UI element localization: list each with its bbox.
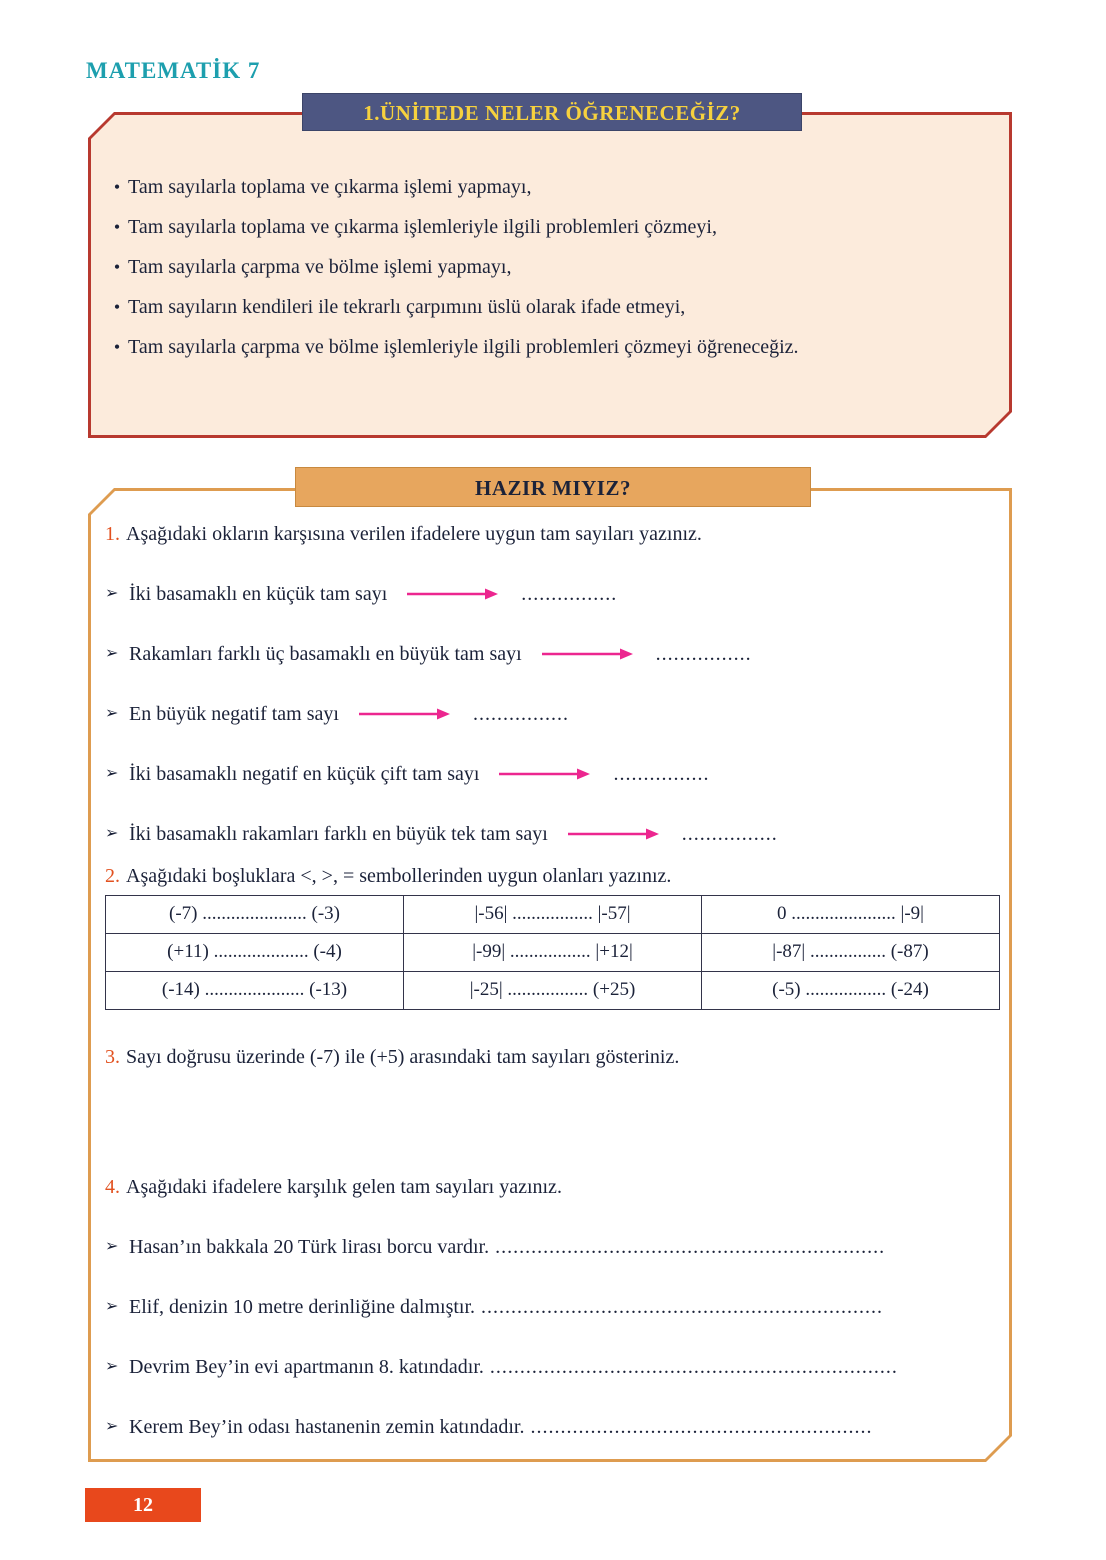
objective-item bbox=[106, 294, 982, 320]
q4-item-label: Elif, denizin 10 metre derinliğine dalmıştır. bbox=[129, 1296, 476, 1318]
bullet-icon: • bbox=[113, 297, 121, 317]
bullet-icon: • bbox=[113, 337, 121, 357]
question-1-text: Aşağıdaki okların karşısına verilen ifadelere uygun tam sayıları yazınız. bbox=[126, 523, 702, 545]
arrow-bullet-icon: ➢ bbox=[105, 764, 119, 782]
q1-item-label: En büyük negatif tam sayı bbox=[129, 703, 339, 725]
bullet-icon: • bbox=[113, 257, 121, 277]
answer-blank[interactable]: ................ bbox=[613, 763, 710, 785]
arrow-bullet-icon: ➢ bbox=[105, 644, 119, 662]
table-cell[interactable]: |-25| ................. (+25) bbox=[404, 972, 702, 1010]
question-3-number: 3. bbox=[105, 1046, 120, 1068]
arrow-bullet-icon: ➢ bbox=[105, 1297, 119, 1315]
q1-item-label: Rakamları farklı üç basamaklı en büyük tam sayı bbox=[129, 643, 522, 665]
objective-item bbox=[106, 254, 982, 280]
objective-text: Tam sayılarla toplama ve çıkarma işlemleriyle ilgili problemleri çözmeyi, bbox=[128, 216, 717, 238]
unit-title-banner: 1.ÜNİTEDE NELER ÖĞRENECEĞİZ? bbox=[302, 93, 802, 131]
answer-blank[interactable]: ......................................................... bbox=[530, 1416, 873, 1438]
objective-text: Tam sayılarla toplama ve çıkarma işlemi yapmayı, bbox=[128, 176, 532, 198]
page-title: MATEMATİK 7 bbox=[86, 58, 261, 83]
question-1 bbox=[105, 521, 1000, 547]
arrow-bullet-icon: ➢ bbox=[105, 1357, 119, 1375]
question-2-text: Aşağıdaki boşluklara <, >, = sembollerinden uygun olanları yazınız. bbox=[126, 865, 672, 887]
q4-item-label: Hasan’ın bakkala 20 Türk lirası borcu vardır. bbox=[129, 1236, 490, 1258]
q4-item-row bbox=[105, 1294, 1000, 1320]
question-3-text: Sayı doğrusu üzerinde (-7) ile (+5) arasındaki tam sayıları gösteriniz. bbox=[126, 1046, 680, 1068]
q1-item-row bbox=[105, 821, 1000, 847]
q1-item-row bbox=[105, 761, 1000, 787]
q4-item-row bbox=[105, 1234, 1000, 1260]
table-row bbox=[106, 896, 1000, 934]
pink-arrow-icon bbox=[499, 767, 591, 781]
answer-blank[interactable]: ................................................................. bbox=[495, 1236, 886, 1258]
comparison-table bbox=[105, 895, 1000, 1010]
objective-item bbox=[106, 214, 982, 240]
objective-item bbox=[106, 334, 982, 360]
q4-item-label: Kerem Bey’in odası hastanenin zemin katındadır. bbox=[129, 1416, 525, 1438]
pink-arrow-icon bbox=[407, 587, 499, 601]
question-1-number: 1. bbox=[105, 523, 120, 545]
table-cell[interactable]: 0 ...................... |-9| bbox=[702, 896, 1000, 934]
arrow-bullet-icon: ➢ bbox=[105, 704, 119, 722]
question-2 bbox=[105, 863, 1000, 889]
objective-text: Tam sayılarla çarpma ve bölme işlemi yapmayı, bbox=[128, 256, 512, 278]
answer-blank[interactable]: ................ bbox=[655, 643, 752, 665]
ready-title-banner: HAZIR MIYIZ? bbox=[295, 467, 811, 507]
arrow-bullet-icon: ➢ bbox=[105, 1417, 119, 1435]
answer-blank[interactable]: ................ bbox=[681, 823, 778, 845]
arrow-bullet-icon: ➢ bbox=[105, 584, 119, 602]
pink-arrow-icon bbox=[542, 647, 634, 661]
q4-item-row bbox=[105, 1354, 1000, 1380]
answer-blank[interactable]: ................ bbox=[472, 703, 569, 725]
question-4-number: 4. bbox=[105, 1176, 120, 1198]
answer-blank[interactable]: ................................................................... bbox=[481, 1296, 884, 1318]
pink-arrow-icon bbox=[359, 707, 451, 721]
bullet-icon: • bbox=[113, 177, 121, 197]
unit-objectives-list bbox=[88, 112, 1012, 438]
table-row bbox=[106, 934, 1000, 972]
arrow-bullet-icon: ➢ bbox=[105, 1237, 119, 1255]
objective-text: Tam sayılarla çarpma ve bölme işlemleriyle ilgili problemleri çözmeyi öğreneceğiz. bbox=[128, 336, 799, 358]
pink-arrow-icon bbox=[568, 827, 660, 841]
table-cell[interactable]: (-7) ...................... (-3) bbox=[106, 896, 404, 934]
objective-item bbox=[106, 174, 982, 200]
table-cell[interactable]: |-99| ................. |+12| bbox=[404, 934, 702, 972]
question-3 bbox=[105, 1044, 1000, 1070]
q4-item-label: Devrim Bey’in evi apartmanın 8. katındadır. bbox=[129, 1356, 484, 1378]
answer-blank[interactable]: .................................................................... bbox=[489, 1356, 898, 1378]
question-4-text: Aşağıdaki ifadelere karşılık gelen tam sayıları yazınız. bbox=[126, 1176, 562, 1198]
bullet-icon: • bbox=[113, 217, 121, 237]
q1-item-row bbox=[105, 581, 1000, 607]
table-row bbox=[106, 972, 1000, 1010]
q1-item-label: İki basamaklı rakamları farklı en büyük tek tam sayı bbox=[129, 823, 548, 845]
q1-item-row bbox=[105, 641, 1000, 667]
question-2-number: 2. bbox=[105, 865, 120, 887]
table-cell[interactable]: |-87| ................ (-87) bbox=[702, 934, 1000, 972]
q4-item-row bbox=[105, 1414, 1000, 1440]
table-cell[interactable]: (-14) ..................... (-13) bbox=[106, 972, 404, 1010]
answer-blank[interactable]: ................ bbox=[521, 583, 618, 605]
page-number-badge: 12 bbox=[85, 1488, 201, 1522]
table-cell[interactable]: (-5) ................. (-24) bbox=[702, 972, 1000, 1010]
table-cell[interactable]: (+11) .................... (-4) bbox=[106, 934, 404, 972]
objective-text: Tam sayıların kendileri ile tekrarlı çarpımını üslü olarak ifade etmeyi, bbox=[128, 296, 686, 318]
table-cell[interactable]: |-56| ................. |-57| bbox=[404, 896, 702, 934]
q1-item-row bbox=[105, 701, 1000, 727]
ready-exercises-content bbox=[88, 488, 1012, 1462]
question-4 bbox=[105, 1174, 1000, 1200]
arrow-bullet-icon: ➢ bbox=[105, 824, 119, 842]
q1-item-label: İki basamaklı negatif en küçük çift tam sayı bbox=[129, 763, 480, 785]
q1-item-label: İki basamaklı en küçük tam sayı bbox=[129, 583, 388, 605]
